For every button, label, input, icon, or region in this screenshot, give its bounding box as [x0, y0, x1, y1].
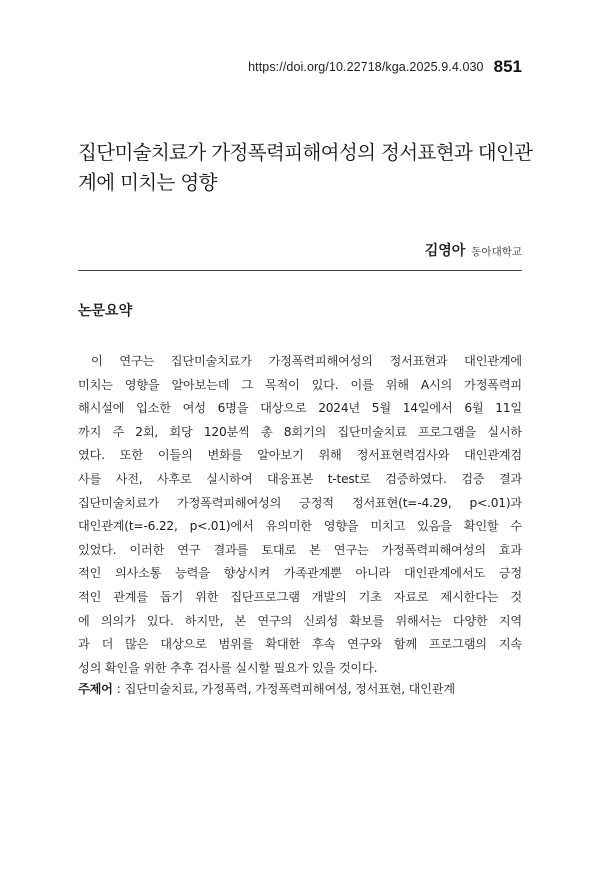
abstract-heading: 논문요약	[78, 303, 133, 319]
author-name: 김영아	[424, 243, 466, 259]
abstract-line: 이 연구는 집단미술치료가 가정폭력피해여성의 정서표현과 대인관계에	[91, 354, 522, 368]
abstract-line: 집단미술치료가 가정폭력피해여성의 긍정적 정서표현(t=-4.29, p<.01)과	[78, 495, 522, 510]
abstract-line: 적인 의사소통 능력을 향상시켜 가족관계뿐 아니라 대인관계에서도 긍정	[78, 566, 522, 581]
abstract-body	[78, 350, 522, 680]
keywords-separator: :	[116, 682, 121, 696]
abstract-line: 였다. 또한 이들의 변화를 알아보기 위해 정서표현력검사와 대인관계검	[78, 448, 522, 463]
abstract-line: 해시설에 입소한 여성 6명을 대상으로 2024년 5월 14일에서 6월 11일	[78, 401, 522, 416]
author-line	[0, 240, 522, 260]
abstract-line: 까지 주 2회, 회당 120분씩 총 8회기의 집단미술치료 프로그램을 실시하	[78, 424, 522, 439]
abstract-line: 에 의의가 있다. 하지만, 본 연구의 신뢰성 확보를 위해서는 다양한 지역	[78, 613, 522, 628]
doi-link[interactable]: https://doi.org/10.22718/kga.2025.9.4.030	[248, 60, 484, 74]
keywords-label: 주제어	[78, 682, 113, 696]
abstract-line: 사를 사전, 사후로 실시하여 대응표본 t-test로 검증하였다. 검증 결과	[78, 471, 522, 486]
abstract-line: 과 더 많은 대상으로 범위를 확대한 후속 연구와 함께 프로그램의 지속	[78, 637, 522, 652]
abstract-line: 적인 관계를 돕기 위한 집단프로그램 개발의 기초 자료로 제시한다는 것	[78, 589, 522, 604]
abstract-line: 성의 확인을 위한 추후 검사를 실시할 필요가 있을 것이다.	[78, 660, 378, 675]
page-number: 851	[493, 57, 522, 76]
abstract-line: 미치는 영향을 알아보는데 그 목적이 있다. 이를 위해 A시의 가정폭력피	[78, 377, 522, 392]
running-header	[0, 56, 522, 76]
keywords-text: 집단미술치료, 가정폭력, 가정폭력피해여성, 정서표현, 대인관계	[124, 682, 455, 696]
article-title: 집단미술치료가 가정폭력피해여성의 정서표현과 대인관계에 미치는 영향	[78, 141, 533, 194]
abstract-line: 대인관계(t=-6.22, p<.01)에서 유의미한 영향을 미치고 있음을 확인할 수	[78, 519, 522, 534]
keywords	[78, 680, 522, 697]
title-divider	[78, 270, 522, 271]
author-affiliation: 동아대학교	[471, 246, 522, 258]
abstract-line: 있었다. 이러한 연구 결과를 토대로 본 연구는 가정폭력피해여성의 효과	[78, 542, 522, 557]
